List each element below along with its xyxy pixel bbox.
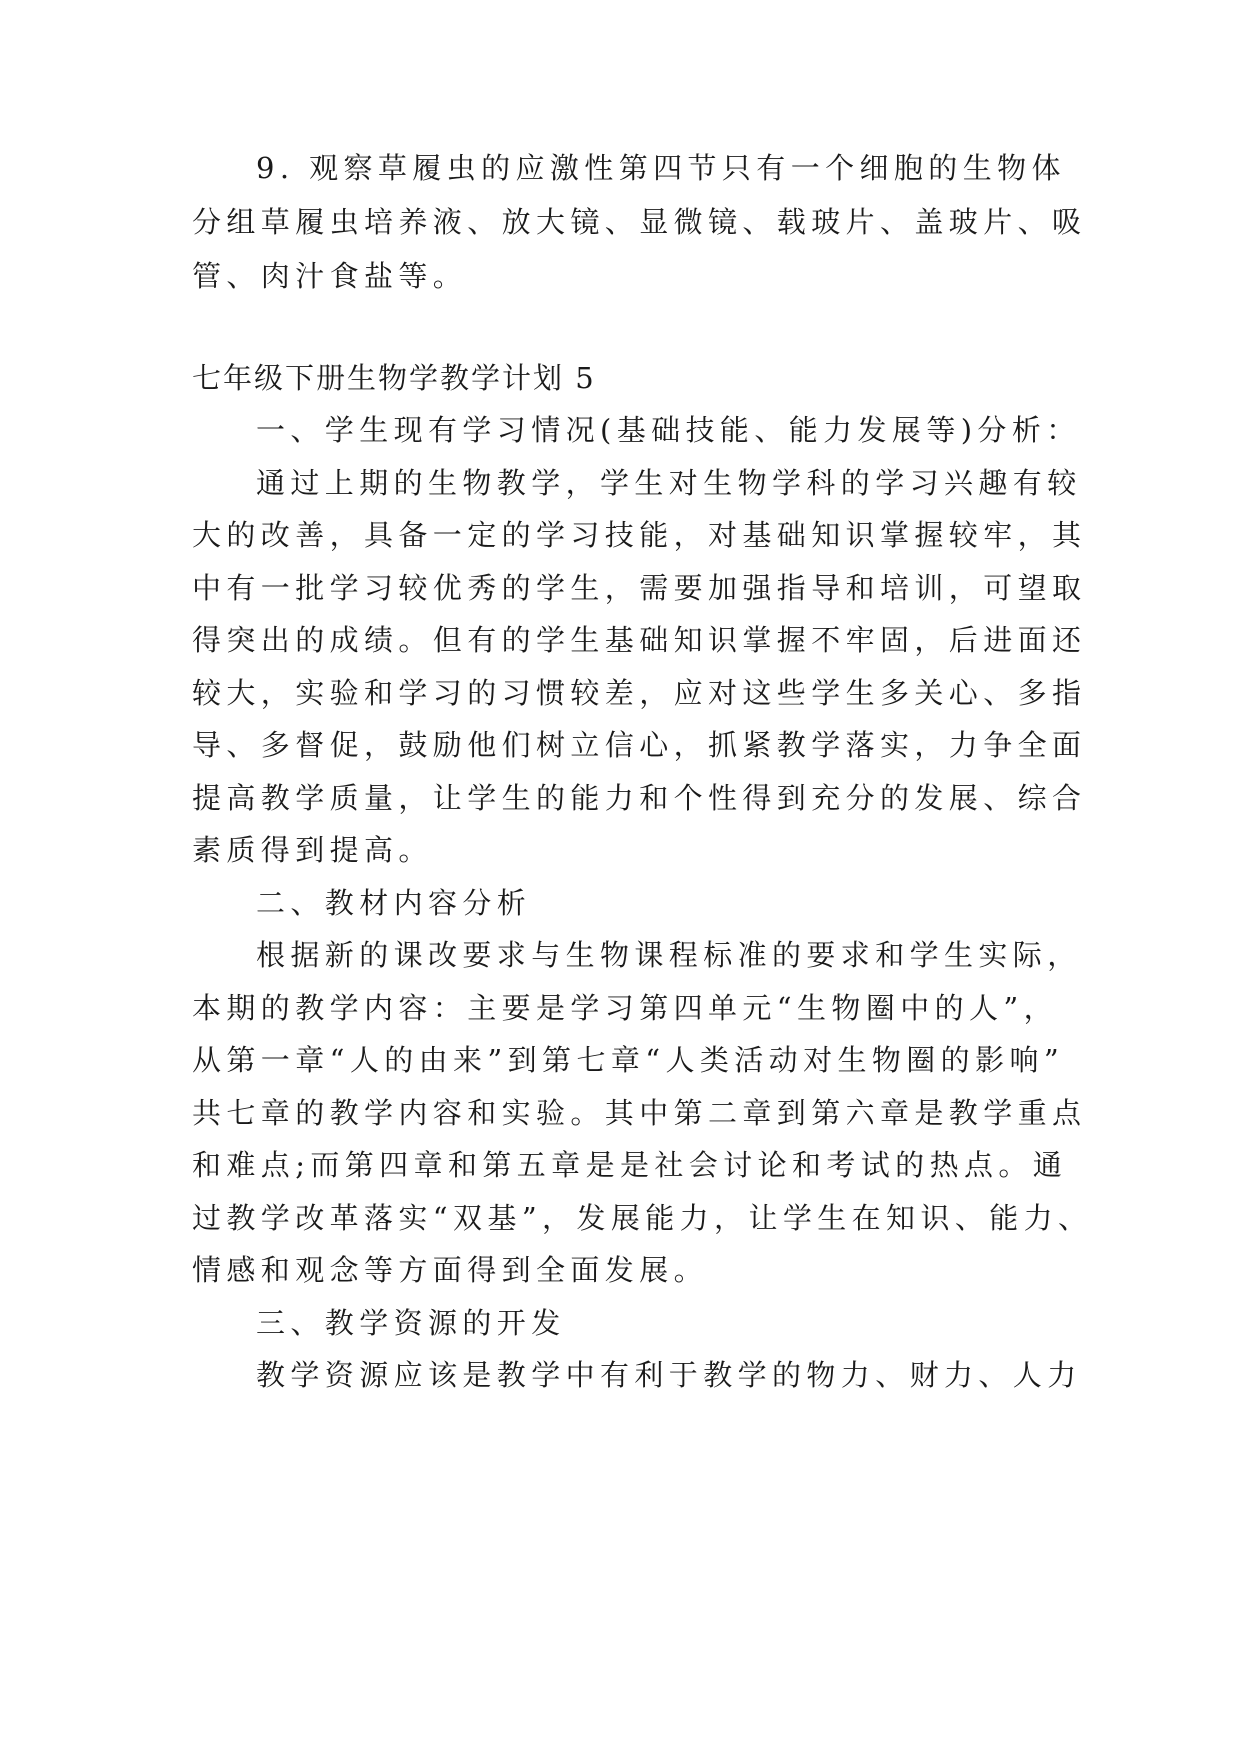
text-line: 通过上期的生物教学，学生对生物学科的学习兴趣有较 [256,466,1082,500]
text-line: 共七章的教学内容和实验。其中第二章到第六章是教学重点 [192,1096,1087,1130]
text-line: 和难点;而第四章和第五章是是社会讨论和考试的热点。通 [192,1148,1068,1182]
text-line: 分组草履虫培养液、放大镜、显微镜、载玻片、盖玻片、吸 [192,205,1087,239]
subsection-heading: 二、教材内容分析 [256,886,532,920]
section-heading: 七年级下册生物学教学计划 5 [192,361,596,395]
text-line: 素质得到提高。 [192,833,433,867]
text-line: 中有一批学习较优秀的学生，需要加强指导和培训，可望取 [192,571,1087,605]
text-line: 得突出的成绩。但有的学生基础知识掌握不牢固，后进面还 [192,623,1087,657]
text-line: 较大，实验和学习的习惯较差，应对这些学生多关心、多指 [192,676,1087,710]
text-line: 从第一章“人的由来”到第七章“人类活动对生物圈的影响” [192,1043,1065,1077]
text-line: 情感和观念等方面得到全面发展。 [192,1253,709,1287]
text-line: 根据新的课改要求与生物课程标准的要求和学生实际， [256,938,1082,972]
text-line: 9. 观察草履虫的应激性第四节只有一个细胞的生物体 [256,151,1066,185]
text-line: 大的改善，具备一定的学习技能，对基础知识掌握较牢，其 [192,518,1087,552]
text-line: 管、肉汁食盐等。 [192,259,468,293]
text-line: 本期的教学内容：主要是学习第四单元“生物圈中的人”， [192,991,1059,1025]
text-line: 提高教学质量，让学生的能力和个性得到充分的发展、综合 [192,781,1087,815]
text-line: 教学资源应该是教学中有利于教学的物力、财力、人力 [256,1358,1082,1392]
subsection-heading: 三、教学资源的开发 [256,1306,566,1340]
text-line: 导、多督促，鼓励他们树立信心，抓紧教学落实，力争全面 [192,728,1087,762]
text-line: 过教学改革落实“双基”，发展能力，让学生在知识、能力、 [192,1201,1093,1235]
text-line: 一、学生现有学习情况(基础技能、能力发展等)分析： [256,413,1081,447]
